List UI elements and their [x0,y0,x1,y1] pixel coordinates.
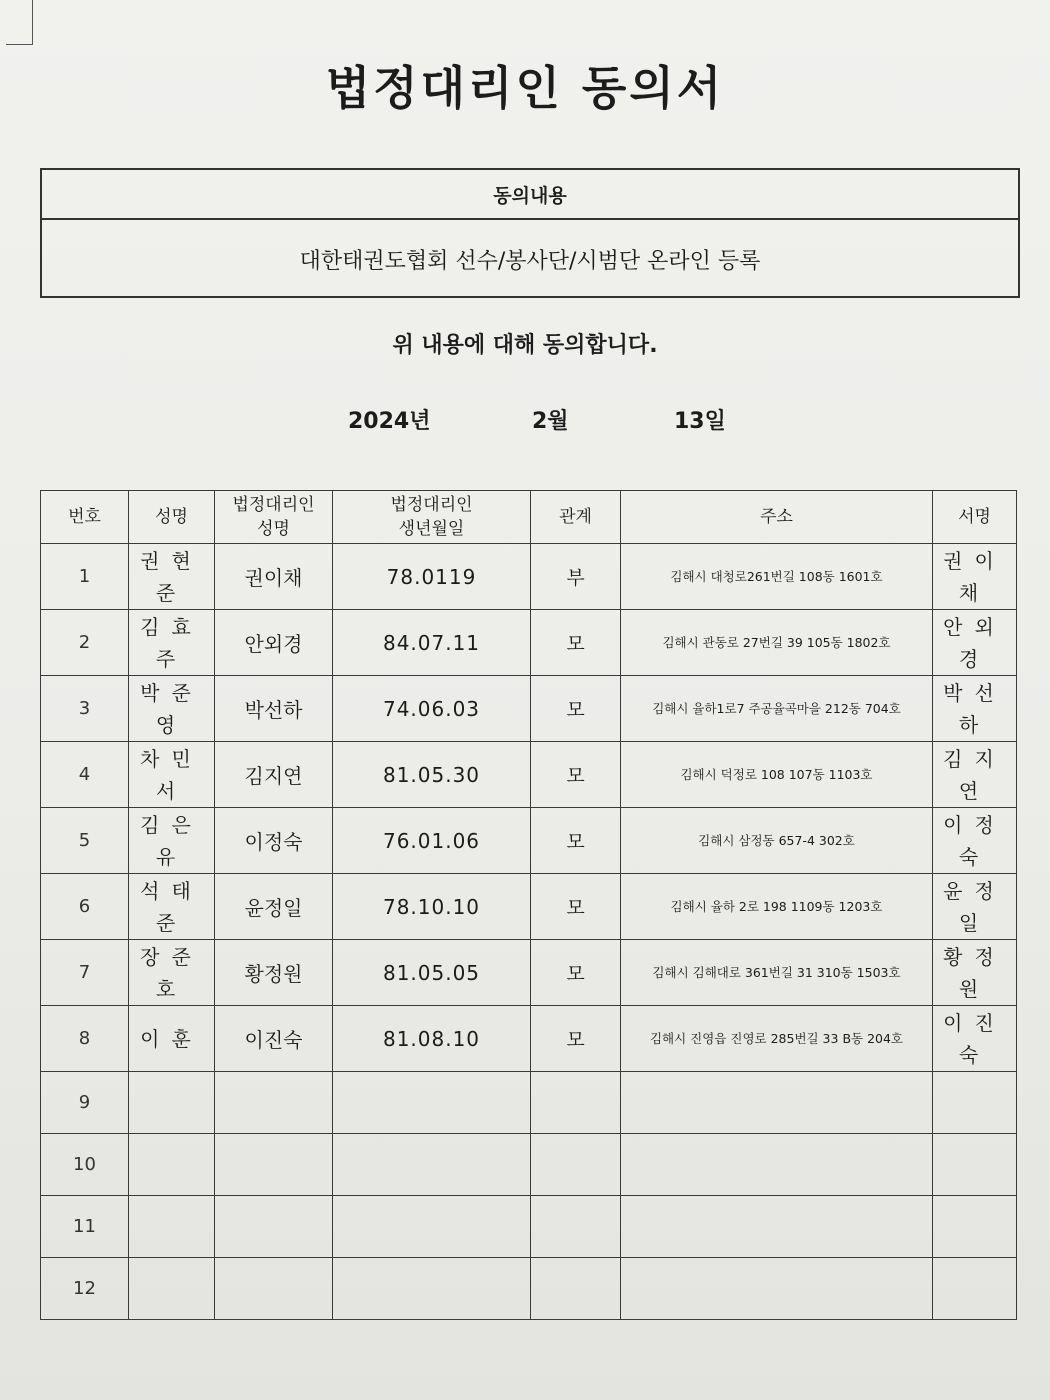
cell-address: 김해시 관동로 27번길 39 105동 1802호 [621,610,933,676]
cell-num: 9 [41,1072,129,1134]
cell-signature [933,1134,1017,1196]
cell-guardian-name [215,1134,333,1196]
cell-address: 김해시 덕정로 108 107동 1103호 [621,742,933,808]
cell-student-name: 박준영 [129,676,215,742]
cell-student-name [129,1258,215,1320]
cell-guardian-name: 윤정일 [215,874,333,940]
cell-address: 김해시 대청로261번길 108동 1601호 [621,544,933,610]
cell-num: 6 [41,874,129,940]
cell-address [621,1134,933,1196]
cell-guardian-birth: 81.05.05 [333,940,531,1006]
cell-address: 김해시 삼정동 657-4 302호 [621,808,933,874]
cell-signature: 황정원 [933,940,1017,1006]
cell-num: 3 [41,676,129,742]
date-day: 13일 [674,409,726,434]
cell-signature [933,1072,1017,1134]
cell-guardian-birth [333,1258,531,1320]
cell-student-name: 이훈 [129,1006,215,1072]
cell-num: 8 [41,1006,129,1072]
consent-body: 대한태권도협회 선수/봉사단/시범단 온라인 등록 [299,248,761,274]
date-month: 2월 [532,409,569,434]
cell-num: 5 [41,808,129,874]
cell-relation [531,1196,621,1258]
cell-num: 7 [41,940,129,1006]
table-row [41,1006,1017,1072]
table-row [41,1072,1017,1134]
cell-guardian-name [215,1196,333,1258]
agree-statement: 위 내용에 대해 동의합니다. [392,333,658,358]
cell-signature [933,1258,1017,1320]
header-guardian-birth-line2: 생년월일 [398,519,465,539]
table-row [41,1258,1017,1320]
header-relation: 관계 [531,491,621,544]
cell-student-name [129,1072,215,1134]
cell-signature: 윤정일 [933,874,1017,940]
cell-relation: 모 [531,940,621,1006]
cell-address: 김해시 김해대로 361번길 31 310동 1503호 [621,940,933,1006]
cell-guardian-birth [333,1072,531,1134]
cell-guardian-name: 박선하 [215,676,333,742]
cell-guardian-name: 이정숙 [215,808,333,874]
cell-relation: 부 [531,544,621,610]
cell-relation [531,1134,621,1196]
cell-guardian-birth: 78.0119 [333,544,531,610]
cell-guardian-name: 이진숙 [215,1006,333,1072]
cell-guardian-birth: 74.06.03 [333,676,531,742]
cell-address [621,1196,933,1258]
cell-signature: 이정숙 [933,808,1017,874]
cell-relation [531,1258,621,1320]
cell-guardian-birth: 81.08.10 [333,1006,531,1072]
cell-relation: 모 [531,610,621,676]
cell-guardian-name: 황정원 [215,940,333,1006]
cell-signature [933,1196,1017,1258]
table-row [41,742,1017,808]
cell-num: 1 [41,544,129,610]
header-guardian-name-line1: 법정대리인 [232,495,315,515]
cell-relation: 모 [531,874,621,940]
consent-header: 동의내용 [42,170,1018,220]
table-row [41,940,1017,1006]
header-address: 주소 [621,491,933,544]
header-guardian-name-line2: 성명 [257,519,290,539]
cell-address [621,1258,933,1320]
table-body [41,544,1017,1320]
cell-guardian-name: 안외경 [215,610,333,676]
cell-signature: 안외경 [933,610,1017,676]
cell-address [621,1072,933,1134]
cell-relation [531,1072,621,1134]
cell-relation: 모 [531,676,621,742]
table-row [41,808,1017,874]
table-header-row [41,491,1017,544]
header-signature: 서명 [933,491,1017,544]
header-guardian-birth-line1: 법정대리인 [390,495,473,515]
table-row [41,676,1017,742]
cell-student-name: 김효주 [129,610,215,676]
cell-signature: 김지연 [933,742,1017,808]
cell-guardian-name: 김지연 [215,742,333,808]
cell-guardian-birth [333,1134,531,1196]
cell-address: 김해시 율하1로7 주공율곡마을 212동 704호 [621,676,933,742]
table-row [41,544,1017,610]
header-num: 번호 [41,491,129,544]
cell-guardian-name [215,1258,333,1320]
cell-student-name [129,1196,215,1258]
page-corner-mark [6,0,33,45]
document-title: 법정대리인 동의서 [325,61,725,115]
cell-signature: 박선하 [933,676,1017,742]
cell-num: 2 [41,610,129,676]
cell-guardian-birth: 81.05.30 [333,742,531,808]
cell-address: 김해시 율하 2로 198 1109동 1203호 [621,874,933,940]
cell-num: 4 [41,742,129,808]
cell-address: 김해시 진영읍 진영로 285번길 33 B동 204호 [621,1006,933,1072]
guardian-roster-table [40,490,1017,1320]
cell-guardian-birth: 78.10.10 [333,874,531,940]
cell-student-name [129,1134,215,1196]
cell-relation: 모 [531,1006,621,1072]
table-row [41,1196,1017,1258]
cell-student-name: 권현준 [129,544,215,610]
cell-student-name: 장준호 [129,940,215,1006]
header-guardian-name [215,491,333,544]
cell-num: 11 [41,1196,129,1258]
header-guardian-birth [333,491,531,544]
table-row [41,610,1017,676]
date-year: 2024년 [348,409,431,434]
table-row [41,1134,1017,1196]
cell-num: 10 [41,1134,129,1196]
cell-student-name: 김은유 [129,808,215,874]
header-name: 성명 [129,491,215,544]
cell-guardian-birth: 76.01.06 [333,808,531,874]
cell-signature: 이진숙 [933,1006,1017,1072]
cell-student-name: 차민서 [129,742,215,808]
cell-guardian-name: 권이채 [215,544,333,610]
cell-relation: 모 [531,742,621,808]
cell-guardian-birth [333,1196,531,1258]
cell-signature: 권이채 [933,544,1017,610]
cell-student-name: 석태준 [129,874,215,940]
cell-guardian-birth: 84.07.11 [333,610,531,676]
consent-box [40,168,1020,298]
cell-relation: 모 [531,808,621,874]
cell-guardian-name [215,1072,333,1134]
table-row [41,874,1017,940]
cell-num: 12 [41,1258,129,1320]
